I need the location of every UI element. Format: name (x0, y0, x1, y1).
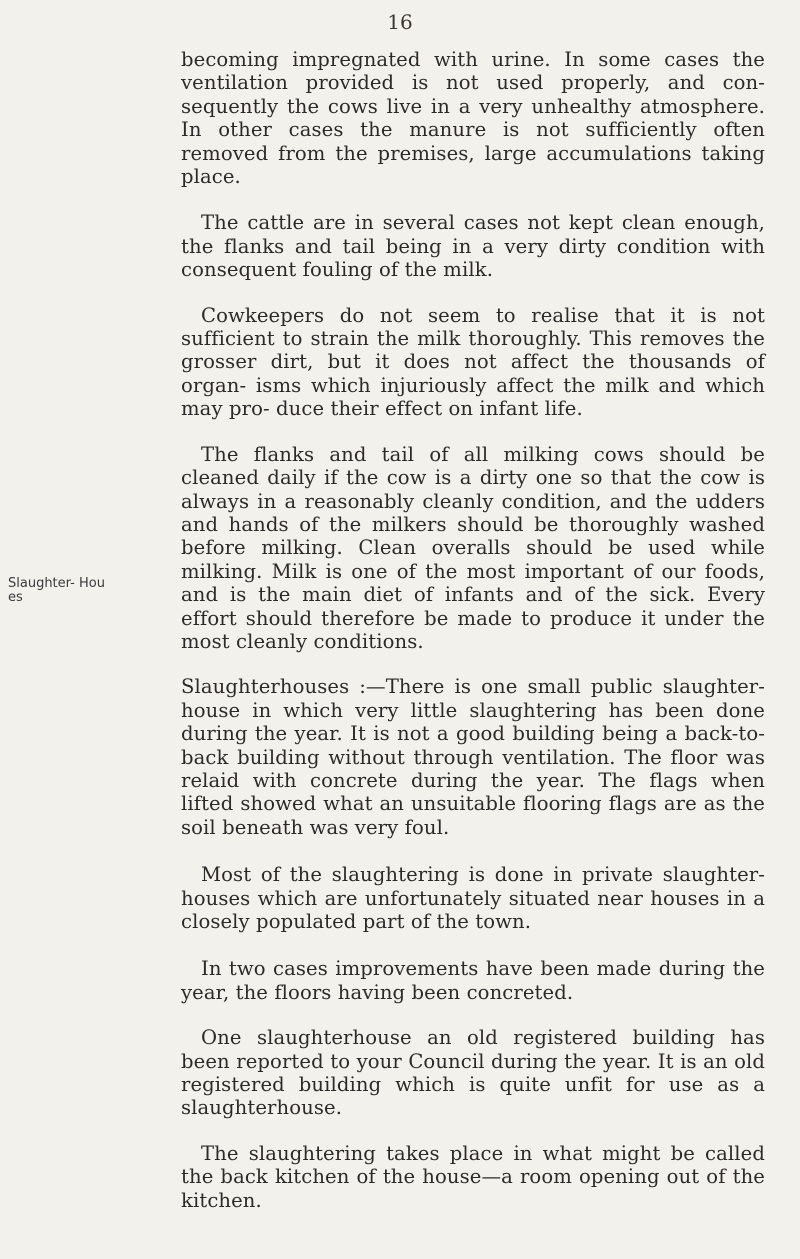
paragraph-milking-hygiene: The flanks and tail of all milking cows should be cleaned daily if the cow is a dirty one so that the cow is always in a reasonably cleanly condition, and the udders and hands of the milkers should be thoroughly washed before milking. Clean overalls should be used while milking. Milk is one of the most important of our foods, and is the main diet of infants and of the sick. Every effort should therefore be made to produce it under the most cleanly conditions. (181, 442, 765, 653)
page-number: 16 (387, 10, 413, 34)
paragraph-private-slaughterhouses: Most of the slaughtering is done in private slaughter- houses which are unfortunately situated near houses in a closely populated part of the town. (181, 863, 765, 933)
margin-note-slaughterhouses: Slaughter- Hou es (8, 576, 105, 605)
paragraph-public-slaughterhouse: Slaughterhouses :—There is one small public slaughter- house in which very little slaughtering has been done during the year. It is not a good building being a back-to- back building without through ventilation. The floor was relaid with concrete during the year. The flags when lifted showed what an unsuitable flooring flags are as the soil beneath was very foul. (181, 675, 765, 839)
body-text (181, 48, 765, 1212)
paragraph-cattle-cleanliness: The cattle are in several cases not kept clean enough, the flanks and tail being in a very dirty condition with consequent fouling of the milk. (181, 211, 765, 282)
paragraph-improvements: In two cases improvements have been made during the year, the floors having been concreted. (181, 957, 765, 1004)
paragraph-ventilation: becoming impregnated with urine. In some cases the ventilation provided is not used properly, and con- sequently the cows live in a very unhealthy atmosphere. In other cases the manure is not sufficiently often removed from the premises, large accumulations taking place. (181, 48, 765, 189)
paragraph-back-kitchen: The slaughtering takes place in what might be called the back kitchen of the house—a room opening out of the kitchen. (181, 1141, 765, 1212)
paragraph-milk-straining: Cowkeepers do not seem to realise that it is not sufficient to strain the milk thoroughly. This removes the grosser dirt, but it does not affect the thousands of organ- isms which injuriously affect the milk and which may pro- duce their effect on infant life. (181, 303, 765, 421)
paragraph-registered-building: One slaughterhouse an old registered building has been reported to your Council during the year. It is an old registered building which is quite unfit for use as a slaughterhouse. (181, 1026, 765, 1120)
